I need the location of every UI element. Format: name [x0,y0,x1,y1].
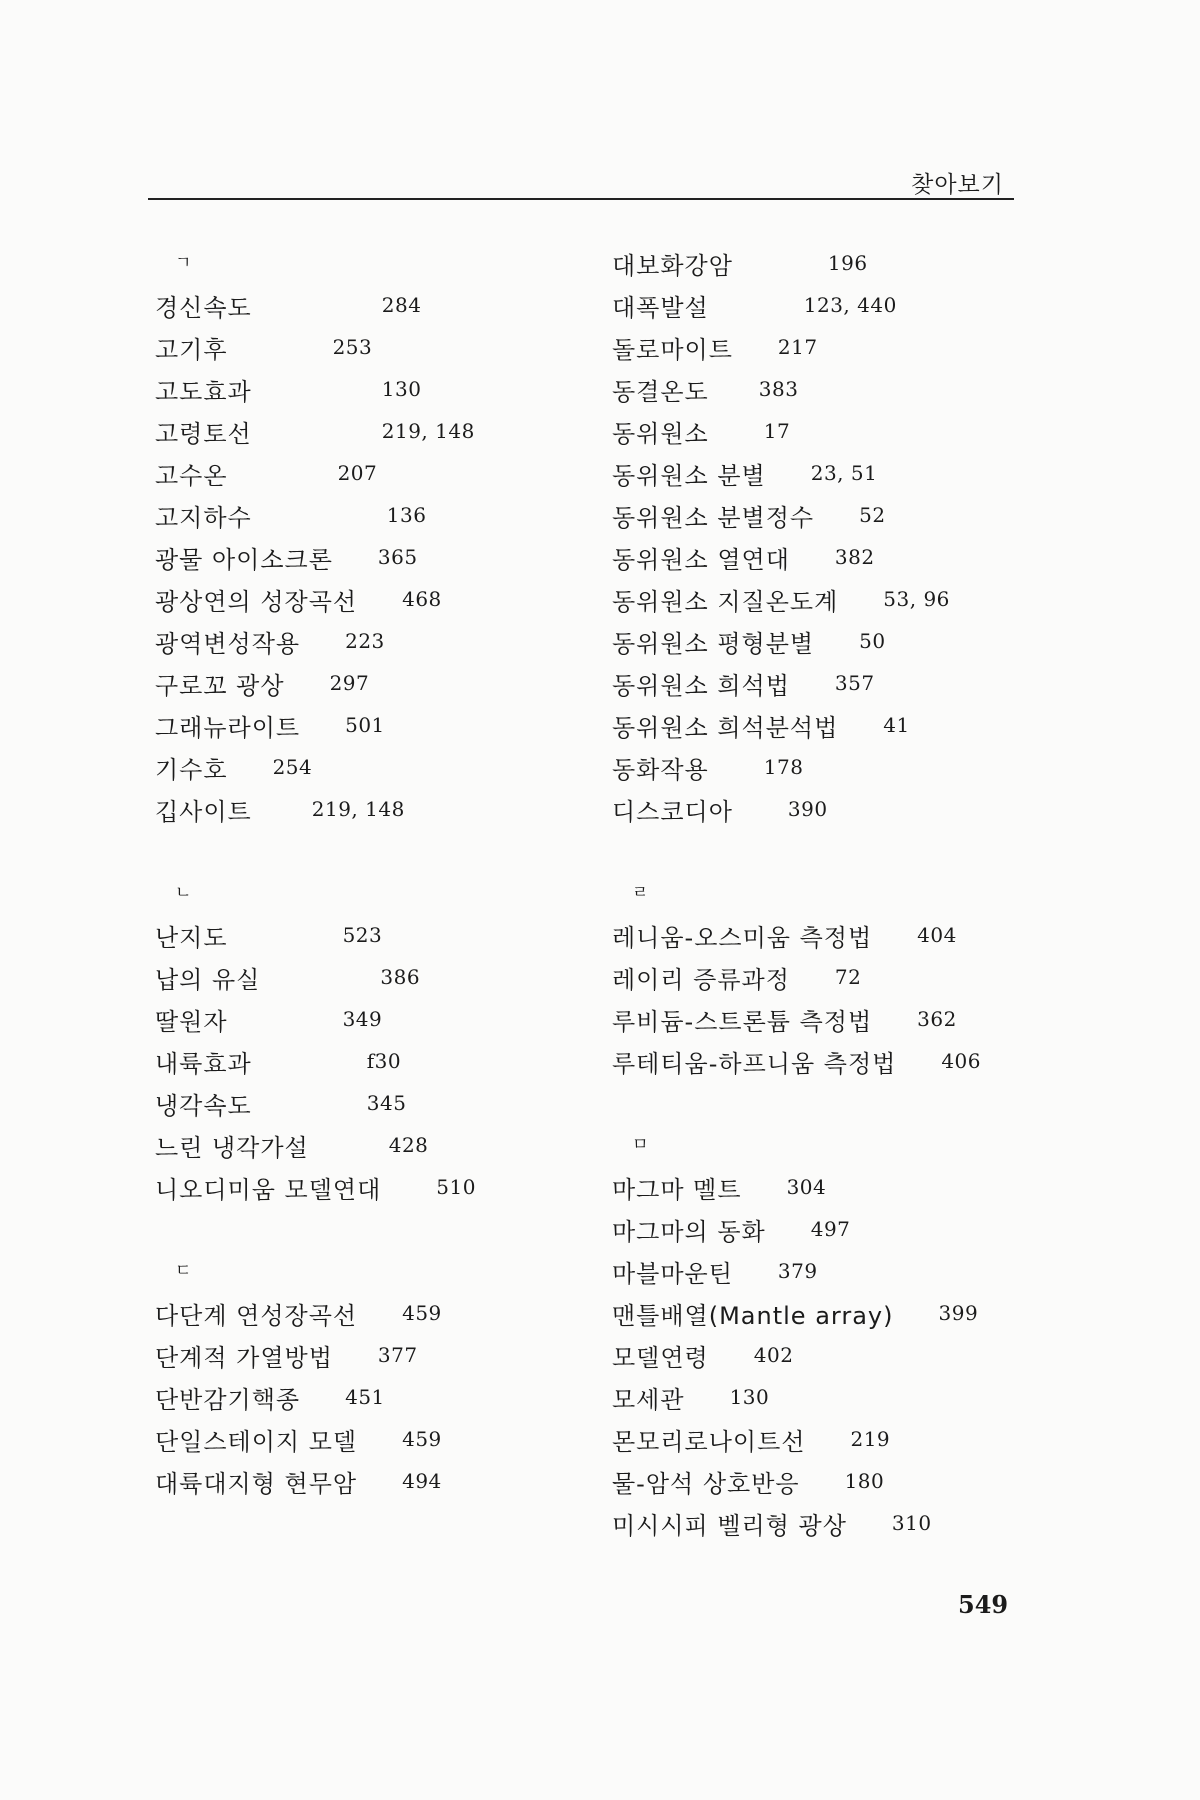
index-term: 루테티움-하프니움 측정법 [612,1049,897,1078]
index-term: 단반감기핵종 [155,1385,301,1414]
index-term: 고도효과 [155,377,252,406]
index-term: 동위원소 지질온도계 [612,587,839,616]
index-entry [155,1292,476,1334]
index-entry [612,788,981,830]
index-entry [612,1166,981,1208]
index-term: 납의 유실 [155,965,261,994]
index-entry [155,368,476,410]
index-term: 몬모리로나이트선 [612,1427,806,1456]
index-pages: 254 [272,755,313,779]
index-pages: 50 [859,629,886,653]
index-pages: 390 [787,797,828,821]
index-entry [612,1502,981,1544]
index-term: 냉각속도 [155,1091,252,1120]
index-term: 다단계 연성장곡선 [155,1301,358,1330]
index-entry [612,1376,981,1418]
index-term: 그래뉴라이트 [155,713,301,742]
index-entry [612,536,981,578]
index-term: 기수호 [155,755,228,784]
index-term: 디스코디아 [612,797,733,826]
index-pages: 345 [366,1091,407,1115]
index-term: 마그마 멜트 [612,1175,742,1204]
index-pages: 501 [345,713,385,737]
index-pages: 284 [381,293,422,317]
index-entry [155,1460,476,1502]
index-entry [155,956,476,998]
index-entry [612,1418,981,1460]
index-term: 동위원소 분별 [612,461,766,490]
index-pages: 217 [777,335,818,359]
index-pages: 459 [402,1427,442,1451]
index-term: 동위원소 열연대 [612,545,790,574]
index-entry [612,242,981,284]
index-entry [155,1376,476,1418]
index-term: 니오디미움 모델연대 [155,1175,382,1204]
index-entry [155,1082,476,1124]
index-pages: 196 [827,251,868,275]
index-entry [612,704,981,746]
index-entry [612,1208,981,1250]
index-entry [155,704,476,746]
index-pages: 219 [850,1427,891,1451]
section-letter: ㄱ [175,253,192,273]
index-entry [155,410,476,452]
index-entry [155,578,476,620]
index-term: 레이리 증류과정 [612,965,790,994]
index-entry [155,620,476,662]
index-pages: 428 [388,1133,429,1157]
index-pages: 523 [342,923,383,947]
index-pages: 349 [342,1007,383,1031]
index-pages: 377 [377,1343,418,1367]
section-letter: ㅁ [632,1135,649,1155]
index-entry [155,662,476,704]
index-term: 구로꼬 광상 [155,671,285,700]
index-entry [155,1166,476,1208]
index-term: 대보화강암 [612,251,733,280]
section-spacer [612,1082,981,1124]
index-term: 맨틀배열(Mantle array) [612,1301,894,1330]
index-column-left [155,242,476,1502]
index-pages: 497 [810,1217,851,1241]
index-pages: 362 [917,1007,957,1031]
index-pages: 451 [345,1385,385,1409]
index-term: 경신속도 [155,293,252,322]
index-term: 마그마의 동화 [612,1217,766,1246]
index-pages: 17 [763,419,791,443]
index-pages: 23, 51 [810,461,878,485]
index-term: 모세관 [612,1385,685,1414]
index-pages: 178 [763,755,804,779]
index-term: 고령토선 [155,419,252,448]
index-column-right [612,242,981,1544]
index-entry [612,578,981,620]
index-entry [612,410,981,452]
index-pages: 399 [938,1301,979,1325]
index-term: 루비듐-스트론튬 측정법 [612,1007,873,1036]
index-entry [155,1334,476,1376]
index-term: 난지도 [155,923,228,952]
index-pages: 223 [345,629,385,653]
index-term: 고지하수 [155,503,252,532]
index-entry [612,368,981,410]
running-head: 찾아보기 [911,172,1004,198]
index-pages: 130 [729,1385,770,1409]
index-pages: 379 [777,1259,818,1283]
index-entry [155,1040,476,1082]
index-term: 모델연령 [612,1343,709,1372]
index-term: 동위원소 평형분별 [612,629,815,658]
index-term: 깁사이트 [155,797,252,826]
index-term: 동위원소 분별정수 [612,503,815,532]
section-letter: ㄹ [632,883,649,903]
index-entry [612,284,981,326]
index-entry [155,1418,476,1460]
index-pages: 130 [381,377,422,401]
index-entry [612,1334,981,1376]
index-entry [155,746,476,788]
index-pages: 494 [402,1469,442,1493]
index-pages: 304 [786,1175,827,1199]
index-term: 광물 아이소크론 [155,545,333,574]
index-pages: 72 [834,965,862,989]
section-spacer [612,830,981,872]
index-entry [155,1124,476,1166]
section-spacer [155,1208,476,1250]
index-pages: 207 [337,461,378,485]
index-pages: 310 [891,1511,932,1535]
index-pages: 406 [941,1049,981,1073]
index-pages: 123, 440 [803,293,897,317]
index-entry [612,1292,981,1334]
index-term: 대폭발설 [612,293,709,322]
index-pages: 365 [377,545,418,569]
index-entry [612,1460,981,1502]
index-pages: 404 [917,923,957,947]
index-entry [155,284,476,326]
index-entry [612,452,981,494]
index-term: 미시시피 벨리형 광상 [612,1511,847,1540]
index-entry [612,326,981,368]
index-term: 대륙대지형 현무암 [155,1469,358,1498]
index-pages: 459 [402,1301,442,1325]
index-pages: 402 [753,1343,794,1367]
index-pages: 382 [834,545,875,569]
index-pages: 52 [859,503,886,527]
index-term: 동화작용 [612,755,709,784]
index-term: 물-암석 상호반응 [612,1469,800,1498]
index-pages: 510 [436,1175,476,1199]
section-spacer [155,830,476,872]
index-pages: 468 [402,587,442,611]
index-pages: 180 [844,1469,885,1493]
index-term: 고수온 [155,461,228,490]
index-pages: 357 [834,671,875,695]
index-pages: 297 [329,671,370,695]
index-entry [155,788,476,830]
index-entry [155,494,476,536]
index-term: 동위원소 희석법 [612,671,790,700]
index-entry [612,494,981,536]
index-pages: 53, 96 [883,587,950,611]
index-term: 레니움-오스미움 측정법 [612,923,873,952]
index-entry [612,662,981,704]
index-entry [155,998,476,1040]
index-pages: 383 [758,377,799,401]
index-term: 광역변성작용 [155,629,301,658]
index-pages: 219, 148 [381,419,475,443]
index-entry [612,746,981,788]
index-term: 마블마운틴 [612,1259,733,1288]
header-rule [148,198,1014,200]
index-term: 내륙효과 [155,1049,252,1078]
index-pages: f30 [366,1049,402,1073]
index-term: 단계적 가열방법 [155,1343,333,1372]
index-entry [612,956,981,998]
index-term: 단일스테이지 모델 [155,1427,358,1456]
index-entry [155,536,476,578]
section-letter: ㄴ [175,883,192,903]
index-term: 느린 냉각가설 [155,1133,309,1162]
index-pages: 136 [386,503,427,527]
index-term: 동결온도 [612,377,709,406]
index-entry [612,620,981,662]
index-entry [612,1250,981,1292]
index-entry [155,452,476,494]
index-pages: 386 [380,965,421,989]
index-term: 딸원자 [155,1007,228,1036]
index-term: 광상연의 성장곡선 [155,587,358,616]
index-term: 고기후 [155,335,228,364]
index-term: 동위원소 희석분석법 [612,713,839,742]
page-number: 549 [958,1590,1009,1619]
index-entry [612,998,981,1040]
index-entry [155,914,476,956]
index-term: 돌로마이트 [612,335,733,364]
index-entry [612,914,981,956]
section-letter: ㄷ [175,1261,192,1281]
index-term: 동위원소 [612,419,709,448]
index-pages: 219, 148 [311,797,405,821]
index-entry [155,326,476,368]
index-entry [612,1040,981,1082]
index-pages: 253 [332,335,373,359]
index-pages: 41 [883,713,910,737]
